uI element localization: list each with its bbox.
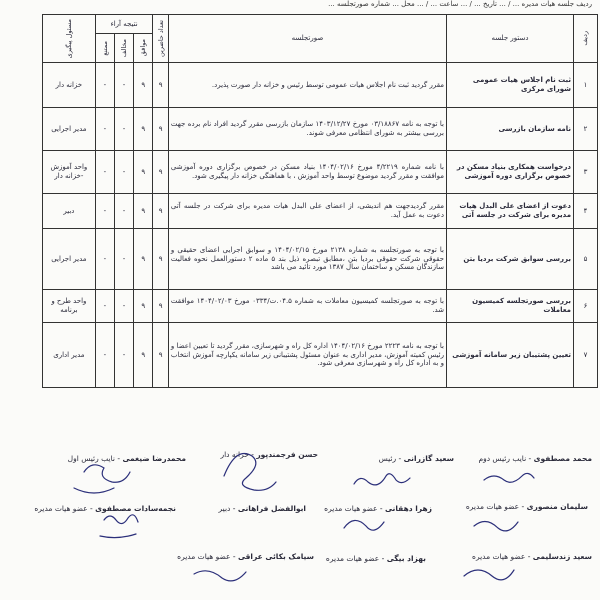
signature-11: سیامک بکائی عراقی - عضو هیات مدیره	[177, 552, 314, 561]
signature-scribble-3	[224, 454, 276, 491]
oppose-votes-cell: -	[114, 323, 133, 388]
handwritten-signatures	[44, 436, 596, 600]
agree-votes-cell: ۹	[134, 323, 153, 388]
header-oppose: مخالف	[114, 34, 133, 63]
header-row-number: ردیف	[574, 15, 598, 63]
oppose-votes-cell: -	[114, 108, 133, 151]
oppose-votes-cell: -	[114, 151, 133, 194]
agree-votes-cell: ۹	[134, 108, 153, 151]
header-responsible: مسئول پیگیری	[43, 15, 96, 63]
table-row	[43, 229, 598, 290]
oppose-votes-cell: -	[114, 229, 133, 290]
header-line: ردیف جلسه هیات مدیره ... / ... تاریخ ... / ... ساعت ... / ... محل ... شماره صورتجلسه ...	[328, 0, 592, 8]
signature-1: محمد مصطفوی - نایب رئیس دوم	[478, 454, 592, 463]
responsible-cell: دبیر	[43, 194, 96, 229]
abstain-votes-cell: -	[95, 194, 114, 229]
agenda-cell: دعوت از اعضای علی البدل هیات مدیره برای شرکت در جلسه آتی	[446, 194, 573, 229]
left-margin	[0, 14, 42, 434]
signature-3: حسن فرجمندپور - خزانه دار	[220, 450, 318, 459]
signature-9: سعید زندسلیمی - عضو هیات مدیره	[472, 552, 592, 561]
row-number-cell: ۴	[574, 194, 598, 229]
signature-scribble-9	[194, 571, 246, 581]
table-row	[43, 290, 598, 323]
responsible-cell: خزانه دار	[43, 63, 96, 108]
oppose-votes-cell: -	[114, 194, 133, 229]
attendees-count-cell: ۹	[153, 323, 169, 388]
signature-4: محمدرضا ضیغمی - نایب رئیس اول	[67, 454, 186, 463]
table-row	[43, 108, 598, 151]
agree-votes-cell: ۹	[134, 229, 153, 290]
agenda-cell: درخواست همکاری بنیاد مسکن در خصوص برگزاری دوره آموزشی	[446, 151, 573, 194]
minutes-cell: مقرر گردید ثبت نام اجلاس هیات عمومی توسط رئیس و خزانه دار صورت پذیرد.	[168, 63, 446, 108]
attendees-count-cell: ۹	[153, 108, 169, 151]
responsible-cell: مدیر اجرایی	[43, 108, 96, 151]
table-header-row	[43, 15, 598, 34]
signature-scribble-7	[100, 515, 138, 538]
minutes-table	[42, 14, 598, 388]
signature-scribble-2	[354, 474, 410, 485]
abstain-votes-cell: -	[95, 151, 114, 194]
agree-votes-cell: ۹	[134, 63, 153, 108]
responsible-cell: واحد آموزش -خزانه دار	[43, 151, 96, 194]
row-number-cell: ۶	[574, 290, 598, 323]
row-number-cell: ۳	[574, 151, 598, 194]
header-agree: موافق	[134, 34, 153, 63]
signature-6: زهرا دهقانی - عضو هیات مدیره	[324, 504, 432, 513]
signature-scribble-5	[474, 521, 518, 530]
signature-10: بهزاد بیگی - عضو هیات مدیره	[325, 554, 426, 563]
table-row	[43, 63, 598, 108]
row-number-cell: ۱	[574, 63, 598, 108]
table-row	[43, 194, 598, 229]
attendees-count-cell: ۹	[153, 290, 169, 323]
agenda-cell: بررسی سوابق شرکت بردیا بتن	[446, 229, 573, 290]
minutes-cell: با نامه شماره ۴/۲۲۱۹ مورخ ۱۴۰۴/۰۲/۱۶ بنیاد مسکن در خصوص برگزاری دوره آموزشی موافقت و مقرر گردید موضوع توسط واحد آموزش ، با هماهنگی خزانه دار پیگیری شود.	[168, 151, 446, 194]
agenda-cell: ثبت نام اجلاس هیات عمومی شورای مرکزی	[446, 63, 573, 108]
signature-5: سلیمان منصوری - عضو هیات مدیره	[465, 502, 588, 511]
agree-votes-cell: ۹	[134, 151, 153, 194]
signature-7: ابوالفضل فراهانی - دبیر	[218, 504, 306, 513]
header-abstain: ممتنع	[95, 34, 114, 63]
signature-scribble-8	[464, 570, 514, 580]
signature-area	[34, 436, 596, 600]
attendees-count-cell: ۹	[153, 63, 169, 108]
attendees-count-cell: ۹	[153, 151, 169, 194]
abstain-votes-cell: -	[95, 108, 114, 151]
abstain-votes-cell: -	[95, 229, 114, 290]
responsible-cell: مدیر اجرایی	[43, 229, 96, 290]
responsible-cell: واحد طرح و برنامه	[43, 290, 96, 323]
row-number-cell: ۷	[574, 323, 598, 388]
minutes-cell: با توجه به نامه ۲۲۲۳ مورخ ۱۴۰۴/۰۲/۱۶ اداره کل راه و شهرسازی، مقرر گردید تا تعیین اعضا و رئیس کمیته آموزش، مدیر اداری به عنوان مسئول پشتیبانی زیر سامانه یکپارچه آموزش انتخاب و به اداره کل راه و شهرسازی معرفی شود.	[168, 323, 446, 388]
abstain-votes-cell: -	[95, 290, 114, 323]
header-total: تعداد حاضرین	[153, 15, 169, 63]
responsible-cell: مدیر اداری	[43, 323, 96, 388]
minutes-cell: با توجه به صورتجلسه به شماره ۲۱۳۸ مورخ ۱۴۰۴/۰۲/۱۵ و سوابق اجرایی اعضای حقیقی و حقوقی شرکت حقوقی بردیا بتن ،مطابق تبصره ذیل بند ۵ ماده ۲ دستورالعمل نحوه فعالیت سازندگان مسکن و ساختمان سال ۱۳۸۷ مورد تائید می باشد	[168, 229, 446, 290]
agree-votes-cell: ۹	[134, 290, 153, 323]
abstain-votes-cell: -	[95, 323, 114, 388]
header-minutes: صورتجلسه	[168, 15, 446, 63]
oppose-votes-cell: -	[114, 290, 133, 323]
minutes-cell: مقرر گردیدجهت هم اندیشی، از اعضای علی البدل هیات مدیره برای شرکت در جلسه آتی دعوت به عمل آید.	[168, 194, 446, 229]
table-row	[43, 151, 598, 194]
signature-scribble-6	[344, 520, 384, 530]
header-agenda: دستور جلسه	[446, 15, 573, 63]
agenda-cell: بررسی صورتجلسه کمیسیون معاملات	[446, 290, 573, 323]
minutes-cell: با توجه به نامه ۰۳/۱۸۸۶۷ مورخ ۱۴۰۳/۱۲/۲۷ سازمان بازرسی مقرر گردید افراد نام برده جهت بررسی بیشتر به شورای انتظامی معرفی شوند.	[168, 108, 446, 151]
oppose-votes-cell: -	[114, 63, 133, 108]
agenda-cell: تعیین پشتیبان زیر سامانه آموزشی	[446, 323, 573, 388]
minutes-cell: با توجه به صورتجلسه کمیسیون معاملات به شماره ۰۴.۵.ت/۰۳۳۴ مورخ ۱۴۰۴/۰۲/۰۳ موافقت شد.	[168, 290, 446, 323]
attendees-count-cell: ۹	[153, 194, 169, 229]
signature-scribble-4	[74, 465, 130, 493]
signature-8: نجمه‌سادات مصطفوی - عضو هیات مدیره	[34, 504, 176, 513]
agree-votes-cell: ۹	[134, 194, 153, 229]
signature-scribble-1	[484, 473, 534, 482]
agenda-cell: نامه سازمان بازرسی	[446, 108, 573, 151]
table-row	[43, 323, 598, 388]
attendees-count-cell: ۹	[153, 229, 169, 290]
header-vote-result: نتیجه آراء	[95, 15, 153, 34]
signature-2: سعید گازرانی - رئیس	[378, 454, 454, 463]
row-number-cell: ۵	[574, 229, 598, 290]
row-number-cell: ۲	[574, 108, 598, 151]
abstain-votes-cell: -	[95, 63, 114, 108]
